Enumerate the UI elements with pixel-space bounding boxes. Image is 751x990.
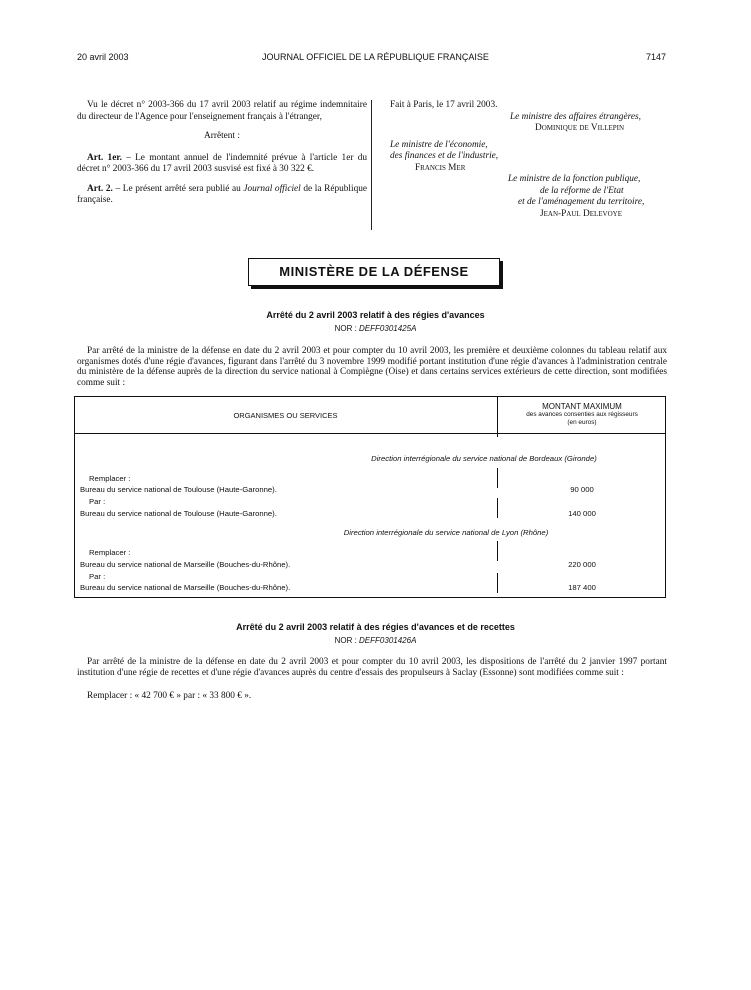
article-2-text-b: de la République française. xyxy=(77,183,367,205)
column-divider xyxy=(371,100,372,230)
table-header-organismes: ORGANISMES OU SERVICES xyxy=(233,411,338,420)
minister-1-name: Dominique de Villepin xyxy=(535,123,625,133)
vu-paragraph: Vu le décret n° 2003-366 du 17 avril 2003 relatif au régime indemnitaire du directeur de l'Agence pour l'enseignement français à l'étranger, xyxy=(77,100,367,122)
header-date: 20 avril 2003 xyxy=(77,52,129,62)
fait-a-paris: Fait à Paris, le 17 avril 2003. xyxy=(390,100,498,110)
left-column xyxy=(77,100,367,215)
table-row: Bureau du service national de Marseille (Bouches-du-Rhône). xyxy=(80,560,291,569)
nor-label: NOR : xyxy=(334,636,360,645)
minister-3-name: Jean-Paul Delevoye xyxy=(540,208,622,219)
replace-label: Remplacer : xyxy=(89,474,131,483)
arrete-2-text: Par arrêté de la ministre de la défense en date du 2 avril 2003 et pour compter du 10 avril 2003, les dispositions de l'arrêté du 2 janvier 1997 portant institution d'une régie de recettes et d'une régie d'avances auprès du centre d'essais des propulseurs à Saclay (Essonne) sont modifiées comme suit : xyxy=(77,657,667,678)
nor-code: DEFF0301426A xyxy=(359,636,417,645)
table-header-montant: MONTANT MAXIMUM xyxy=(542,402,622,411)
minister-2-title-1: Le ministre de l'économie, xyxy=(390,139,488,150)
article-2-text-a: – Le présent arrêté sera publié au xyxy=(112,183,244,194)
table-row: Bureau du service national de Toulouse (Haute-Garonne). xyxy=(80,509,277,518)
nor-label: NOR : xyxy=(334,324,360,333)
page-number: 7147 xyxy=(645,52,666,62)
table-header-unit: (en euros) xyxy=(567,419,597,426)
table-value: 220 000 xyxy=(568,560,596,569)
article-1-label: Art. 1er. xyxy=(87,152,122,163)
table-header-separator xyxy=(74,433,666,434)
minister-2-title-2: des finances et de l'industrie, xyxy=(390,151,499,161)
minister-3-title-3: et de l'aménagement du territoire, xyxy=(518,197,645,207)
table-header-montant-sub: des avances consenties aux régisseurs xyxy=(526,411,638,418)
par-label: Par : xyxy=(89,572,106,581)
arrete-1-text: Par arrêté de la ministre de la défense en date du 2 avril 2003 et pour compter du 10 avril 2003, les première et deuxième colonnes du tableau relatif aux organismes dotés d'une régie d'avances, figurant dans l'arrêté du 3 novembre 1999 modifié portant institution d'une régie d'avances à l'administration centrale du ministère de la défense auprès de la direction du service national à Compiègne (Oise) et dans certains services extérieurs de cette direction, sont modifiées comme suit : xyxy=(77,346,667,388)
article-2 xyxy=(77,184,367,207)
journal-title: JOURNAL OFFICIEL DE LA RÉPUBLIQUE FRANÇAISE xyxy=(262,52,489,62)
arrete-1-title: Arrêté du 2 avril 2003 relatif à des régies d'avances xyxy=(266,310,485,320)
table-value: 90 000 xyxy=(570,485,594,494)
ministry-heading: MINISTÈRE DE LA DÉFENSE xyxy=(248,258,500,286)
table-column-mark xyxy=(497,541,498,561)
minister-3-title-1: Le ministre de la fonction publique, xyxy=(508,174,641,184)
table-row: Bureau du service national de Toulouse (Haute-Garonne). xyxy=(80,485,277,494)
minister-2-name: Francis Mer xyxy=(415,162,466,173)
direction-lyon: Direction interrégionale du service national de Lyon (Rhône) xyxy=(343,528,549,537)
table-value: 187 400 xyxy=(568,583,596,592)
article-1 xyxy=(77,153,367,176)
article-1-text: – Le montant annuel de l'indemnité prévue à l'article 1er du décret n° 2003-366 du 17 avril 2003 susvisé est fixé à 30 322 €. xyxy=(77,152,367,174)
minister-1-title: Le ministre des affaires étrangères, xyxy=(510,111,641,122)
table-row: Bureau du service national de Marseille (Bouches-du-Rhône). xyxy=(80,583,291,592)
par-label: Par : xyxy=(89,497,106,506)
article-2-text-italic: Journal officiel xyxy=(243,183,301,194)
replace-label: Remplacer : xyxy=(89,548,131,557)
article-2-label: Art. 2. xyxy=(87,183,113,194)
direction-bordeaux: Direction interrégionale du service national de Bordeaux (Gironde) xyxy=(371,454,597,463)
table-value: 140 000 xyxy=(568,509,596,518)
signature-block xyxy=(390,100,670,220)
arrete-2-title: Arrêté du 2 avril 2003 relatif à des régies d'avances et de recettes xyxy=(236,622,515,632)
minister-3-title-2: de la réforme de l'Etat xyxy=(540,185,624,196)
arrete-1-nor xyxy=(0,324,751,333)
nor-code: DEFF0301425A xyxy=(359,324,417,333)
arretent: Arrêtent : xyxy=(204,131,240,141)
arrete-2-nor xyxy=(0,636,751,645)
arrete-2-replace: Remplacer : « 42 700 € » par : « 33 800 € ». xyxy=(87,691,252,701)
